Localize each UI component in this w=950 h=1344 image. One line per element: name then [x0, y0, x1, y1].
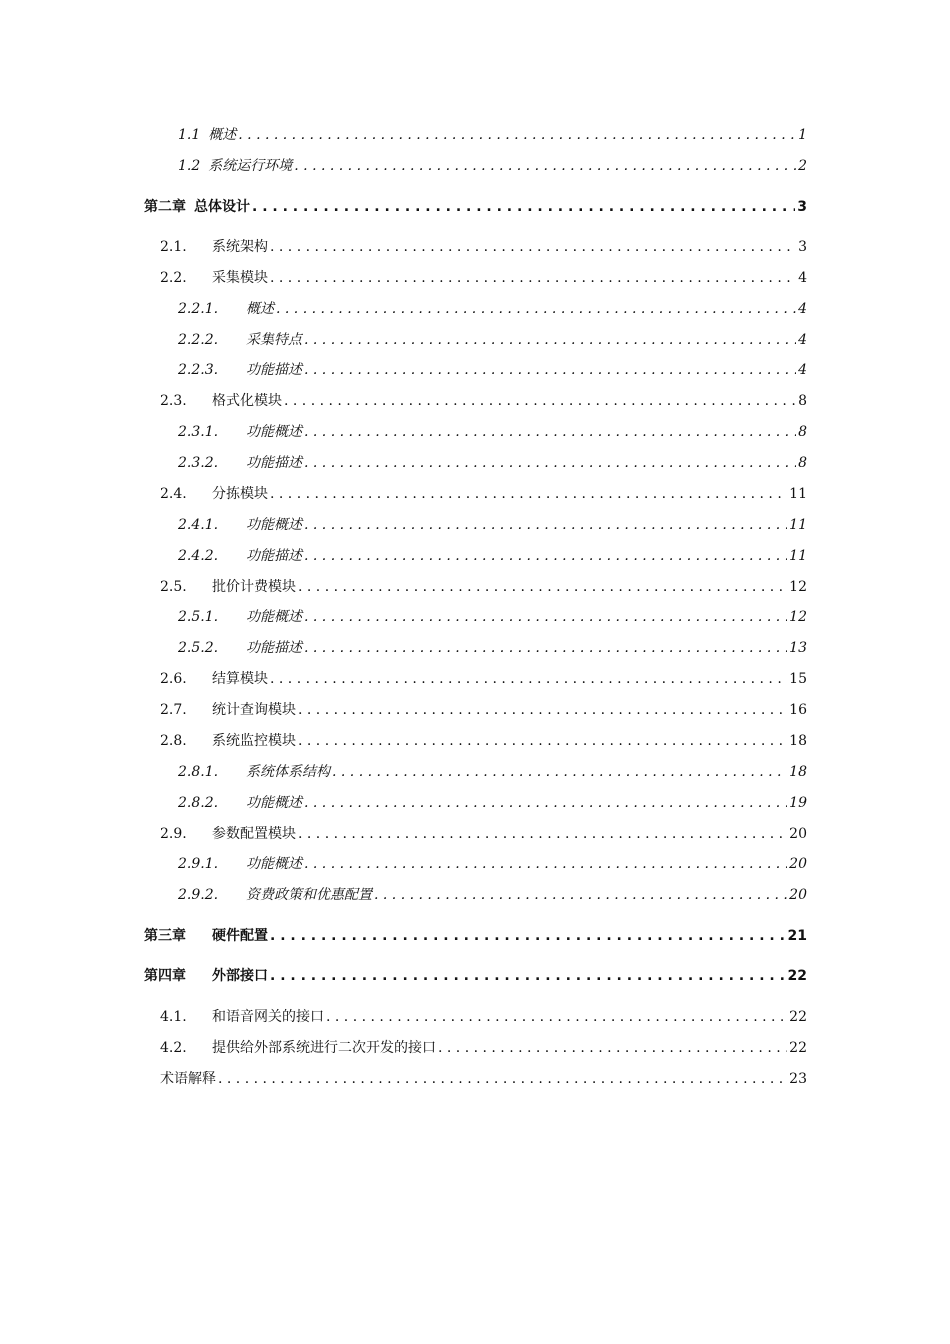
toc-entry-page: 12 [789, 609, 807, 625]
dot-leader [304, 609, 787, 625]
dot-leader [284, 393, 796, 409]
toc-entry-title: 采集特点 [246, 332, 302, 348]
toc-entry-page: 3 [798, 239, 807, 255]
toc-entry-title: 系统监控模块 [212, 733, 296, 749]
toc-entry[interactable] [160, 236, 807, 256]
dot-leader [304, 332, 796, 348]
toc-entry-page: 18 [789, 764, 807, 780]
toc-entry-title: 采集模块 [212, 270, 268, 286]
toc-entry-number: 2.5. [160, 579, 187, 595]
toc-entry-number: 4.2. [160, 1040, 187, 1056]
toc-entry-page: 8 [798, 424, 807, 440]
dot-leader [270, 928, 786, 944]
toc-entry-number: 2.4.1. [178, 517, 219, 533]
toc-entry-number: 2.8.1. [178, 764, 219, 780]
dot-leader [270, 671, 787, 687]
toc-entry-number: 2.3.1. [178, 424, 219, 440]
toc-entry-title: 系统运行环境 [208, 158, 293, 174]
toc-entry[interactable] [160, 1006, 807, 1026]
toc-entry[interactable] [160, 699, 807, 719]
toc-entry[interactable] [178, 329, 807, 349]
toc-entry-number: 2.5.2. [178, 640, 219, 656]
toc-entry-title: 格式化模块 [212, 393, 282, 409]
toc-entry-number: 2.6. [160, 671, 187, 687]
toc-entry-title: 和语音网关的接口 [212, 1009, 324, 1025]
toc-entry-title: 系统架构 [212, 239, 268, 255]
toc-entry-number: 第四章 [144, 968, 186, 984]
toc-entry[interactable] [160, 267, 807, 287]
toc-entry[interactable] [160, 1037, 807, 1057]
dot-leader [270, 239, 796, 255]
toc-entry-page: 20 [789, 826, 807, 842]
toc-entry-number: 2.2.1. [178, 301, 219, 317]
toc-entry-page: 8 [798, 393, 807, 409]
toc-entry-page: 3 [797, 199, 807, 215]
toc-entry-title: 概述 [208, 127, 237, 143]
dot-leader [218, 1071, 787, 1087]
toc-entry-page: 21 [787, 928, 807, 944]
toc-entry-page: 4 [798, 332, 807, 348]
toc-entry-page: 19 [789, 795, 807, 811]
toc-entry-title: 功能描述 [246, 455, 302, 471]
toc-entry-number: 2.4. [160, 486, 187, 502]
toc-entry[interactable] [178, 298, 807, 318]
toc-entry[interactable] [178, 514, 807, 534]
toc-entry-title: 系统体系结构 [246, 764, 330, 780]
toc-entry[interactable] [178, 761, 807, 781]
dot-leader [298, 733, 787, 749]
toc-entry-page: 15 [789, 671, 807, 687]
toc-entry-number: 2.8. [160, 733, 187, 749]
toc-entry[interactable] [160, 730, 807, 750]
toc-entry-page: 23 [789, 1071, 807, 1087]
toc-entry-page: 16 [789, 702, 807, 718]
toc-entry[interactable] [178, 637, 807, 657]
toc-entry-page: 4 [798, 301, 807, 317]
toc-entry[interactable] [178, 792, 807, 812]
toc-entry-number: 第三章 [144, 928, 186, 944]
toc-entry[interactable] [178, 853, 807, 873]
toc-entry-title: 结算模块 [212, 671, 268, 687]
toc-entry-number: 2.2.2. [178, 332, 219, 348]
toc-entry-title: 术语解释 [160, 1071, 216, 1087]
toc-entry-page: 22 [789, 1009, 807, 1025]
toc-entry-page: 4 [798, 270, 807, 286]
toc-entry-page: 11 [789, 486, 807, 502]
toc-entry-title: 功能概述 [246, 609, 302, 625]
dot-leader [438, 1040, 787, 1056]
dot-leader [298, 702, 787, 718]
toc-entry-title: 功能描述 [246, 362, 302, 378]
toc-entry-title: 资费政策和优惠配置 [246, 887, 372, 903]
toc-entry[interactable] [160, 668, 807, 688]
toc-entry-page: 2 [798, 158, 807, 174]
toc-entry[interactable] [160, 1068, 807, 1088]
toc-entry-title: 外部接口 [212, 968, 268, 984]
toc-entry-page: 8 [798, 455, 807, 471]
toc-entry-title: 分拣模块 [212, 486, 268, 502]
toc-entry-page: 22 [789, 1040, 807, 1056]
toc-entry-number: 2.2.3. [178, 362, 219, 378]
toc-entry[interactable] [178, 452, 807, 472]
toc-entry-number: 2.3.2. [178, 455, 219, 471]
dot-leader [270, 270, 796, 286]
toc-entry-number: 1.1 [178, 127, 201, 143]
toc-entry-page: 13 [789, 640, 807, 656]
toc-chapter-entry[interactable] [144, 925, 807, 945]
dot-leader [332, 764, 787, 780]
toc-entry-number: 1.2 [178, 158, 201, 174]
dot-leader [304, 640, 787, 656]
toc-entry-title: 功能概述 [246, 856, 302, 872]
toc-entry[interactable] [160, 576, 807, 596]
toc-entry[interactable] [178, 124, 807, 144]
dot-leader [304, 455, 796, 471]
toc-entry-number: 2.9.1. [178, 856, 219, 872]
toc-entry[interactable] [178, 155, 807, 175]
toc-entry-title: 功能描述 [246, 640, 302, 656]
toc-entry-title: 硬件配置 [212, 928, 268, 944]
dot-leader [298, 826, 787, 842]
dot-leader [270, 968, 786, 984]
toc-entry-title: 总体设计 [194, 199, 250, 215]
toc-entry-page: 20 [789, 887, 807, 903]
dot-leader [304, 856, 787, 872]
toc-entry-number: 2.2. [160, 270, 187, 286]
toc-entry-number: 2.9. [160, 826, 187, 842]
toc-entry-title: 提供给外部系统进行二次开发的接口 [212, 1040, 436, 1056]
dot-leader [252, 199, 795, 215]
toc-entry[interactable] [178, 359, 807, 379]
toc-entry-page: 18 [789, 733, 807, 749]
toc-entry-page: 22 [787, 968, 807, 984]
toc-entry[interactable] [178, 545, 807, 565]
toc-entry-number: 2.9.2. [178, 887, 219, 903]
toc-entry-number: 2.4.2. [178, 548, 219, 564]
toc-entry-title: 批价计费模块 [212, 579, 296, 595]
dot-leader [276, 301, 796, 317]
dot-leader [304, 548, 787, 564]
toc-entry-title: 概述 [246, 301, 274, 317]
toc-entry-title: 功能描述 [246, 548, 302, 564]
dot-leader [304, 362, 796, 378]
toc-entry-page: 1 [798, 127, 807, 143]
dot-leader [294, 158, 796, 174]
toc-entry[interactable] [178, 421, 807, 441]
toc-entry-number: 2.5.1. [178, 609, 219, 625]
toc-entry-title: 参数配置模块 [212, 826, 296, 842]
toc-entry[interactable] [160, 483, 807, 503]
toc-entry-title: 功能概述 [246, 517, 302, 533]
toc-entry-page: 4 [798, 362, 807, 378]
dot-leader [298, 579, 787, 595]
toc-entry-number: 2.8.2. [178, 795, 219, 811]
toc-chapter-entry[interactable] [144, 965, 807, 985]
dot-leader [270, 486, 787, 502]
toc-entry[interactable] [178, 884, 807, 904]
dot-leader [304, 517, 787, 533]
toc-entry[interactable] [160, 390, 807, 410]
toc-entry-title: 功能概述 [246, 795, 302, 811]
toc-entry-number: 2.1. [160, 239, 187, 255]
toc-entry[interactable] [160, 823, 807, 843]
dot-leader [326, 1009, 787, 1025]
dot-leader [238, 127, 796, 143]
toc-entry-title: 功能概述 [246, 424, 302, 440]
toc-entry-number: 第二章 [144, 199, 186, 215]
toc-entry[interactable] [178, 606, 807, 626]
toc-entry-number: 4.1. [160, 1009, 187, 1025]
toc-entry-title: 统计查询模块 [212, 702, 296, 718]
dot-leader [304, 424, 796, 440]
toc-entry-page: 12 [789, 579, 807, 595]
toc-chapter-entry[interactable] [144, 196, 807, 216]
dot-leader [304, 795, 787, 811]
toc-entry-page: 11 [789, 517, 807, 533]
dot-leader [374, 887, 787, 903]
toc-entry-page: 11 [789, 548, 807, 564]
toc-entry-number: 2.7. [160, 702, 187, 718]
toc-entry-page: 20 [789, 856, 807, 872]
toc-entry-number: 2.3. [160, 393, 187, 409]
